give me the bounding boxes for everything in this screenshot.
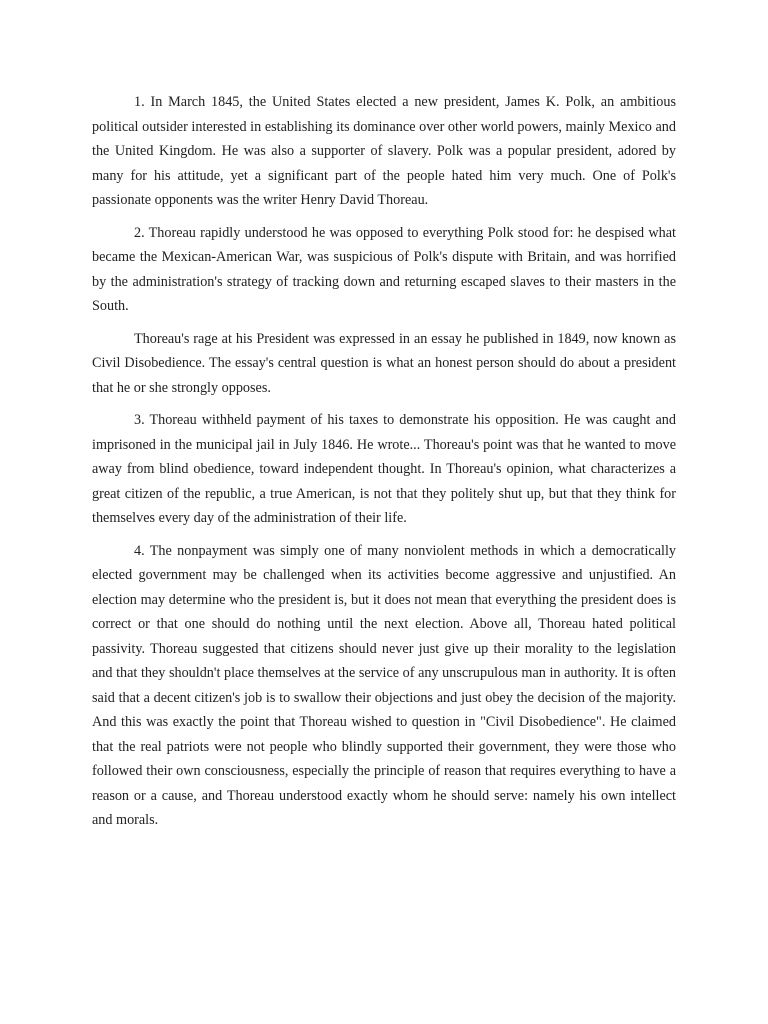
- document-page: [92, 90, 676, 841]
- paragraph-1: 1. In March 1845, the United States elected a new president, James K. Polk, an ambitious political outsider interested in establishing its dominance over other world powers, mainly Mexico and the United Kingdom. He was also a supporter of slavery. Polk was a popular president, adored by many for his attitude, yet a significant part of the people hated him very much. One of Polk's passionate opponents was the writer Henry David Thoreau.: [92, 94, 676, 208]
- paragraph-2: 2. Thoreau rapidly understood he was opposed to everything Polk stood for: he despised what became the Mexican-American War, was suspicious of Polk's dispute with Britain, and was horrified by the administration's strategy of tracking down and returning escaped slaves to their masters in the South.: [92, 224, 676, 314]
- paragraph-2b: Thoreau's rage at his President was expressed in an essay he published in 1849, now known as Civil Disobedience. The essay's central question is what an honest person should do about a president that he or she strongly opposes.: [92, 330, 676, 396]
- paragraph-3: 3. Thoreau withheld payment of his taxes to demonstrate his opposition. He was caught and imprisoned in the municipal jail in July 1846. He wrote... Thoreau's point was that he wanted to move away from blind obedience, toward independent thought. In Thoreau's opinion, what characterizes a great citizen of the republic, a true American, is not that they politely shut up, but that they think for themselves every day of the administration of their life.: [92, 412, 676, 526]
- paragraph-4: 4. The nonpayment was simply one of many nonviolent methods in which a democratically elected government may be challenged when its activities become aggressive and unjustified. An election may determine who the president is, but it does not mean that everything the president does is correct or that one should do nothing until the next election. Above all, Thoreau hated political passivity. Thoreau suggested that citizens should never just give up their morality to the legislation and that they shouldn't place themselves at the service of any unscrupulous man in authority. It is often said that a decent citizen's job is to swallow their objections and just obey the decision of the majority. And this was exactly the point that Thoreau wished to question in "Civil Disobedience". He claimed that the real patriots were not people who blindly supported their government, they were those who followed their own consciousness, especially the principle of reason that requires everything to have a reason or a cause, and Thoreau understood exactly whom he should serve: namely his own intellect and morals.: [92, 542, 676, 828]
